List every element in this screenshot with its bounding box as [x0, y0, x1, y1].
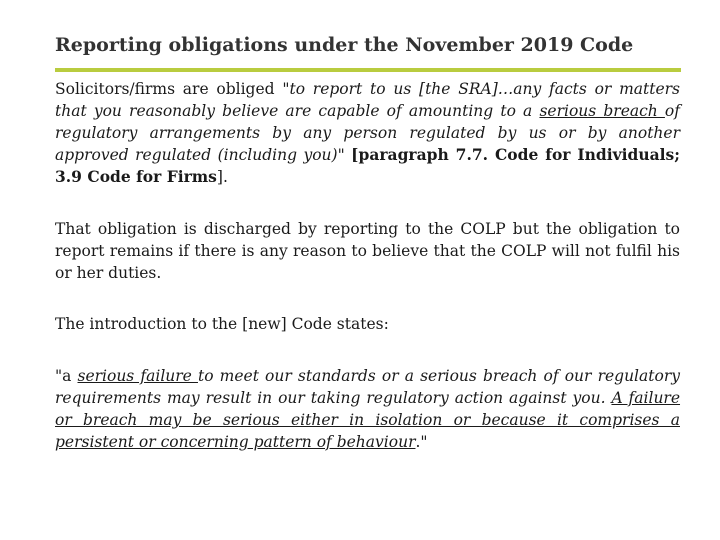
p1-code-reference: [paragraph 7.7. Code for Individuals; 3.9 Code for Firms [55, 145, 680, 186]
p4-open-quote: "a [55, 367, 78, 385]
title-underline-rule [55, 68, 681, 72]
paragraph-reporting-obligation [55, 78, 680, 188]
p1-intro-text: Solicitors/firms are obliged " [55, 80, 290, 98]
slide-title: Reporting obligations under the November 2019 Code [55, 34, 634, 56]
paragraph-code-quote [55, 365, 680, 453]
p4-failure-or-breach-text: A failure or breach may be serious either in isolation or because it comprises a persistent or concerning pattern of behaviour [55, 389, 681, 451]
p4-quote-text: to meet our standards or a serious breach of our regulatory requirements may result in our taking regulatory action against you. [55, 367, 680, 407]
p1-closing-quote: " [337, 146, 352, 164]
p1-serious-breach-text: serious breach [539, 102, 665, 120]
paragraph-code-introduction: The introduction to the [new] Code states: [55, 315, 389, 333]
p4-serious-failure-text: serious failure [77, 367, 198, 385]
p4-close-quote: ." [415, 433, 428, 451]
p1-quote-text: to report to us [the SRA]…any facts or matters that you reasonably believe are capable of amounting to a [55, 80, 681, 120]
p1-end-bracket: ]. [216, 168, 228, 186]
paragraph-colp-discharge: That obligation is discharged by reporting to the COLP but the obligation to report remains if there is any reason to believe that the COLP will not fulfil his or her duties. [55, 220, 680, 282]
p1-quote-continuation: of regulatory arrangements by any person regulated by us or by another approved regulated (including you) [55, 102, 680, 164]
